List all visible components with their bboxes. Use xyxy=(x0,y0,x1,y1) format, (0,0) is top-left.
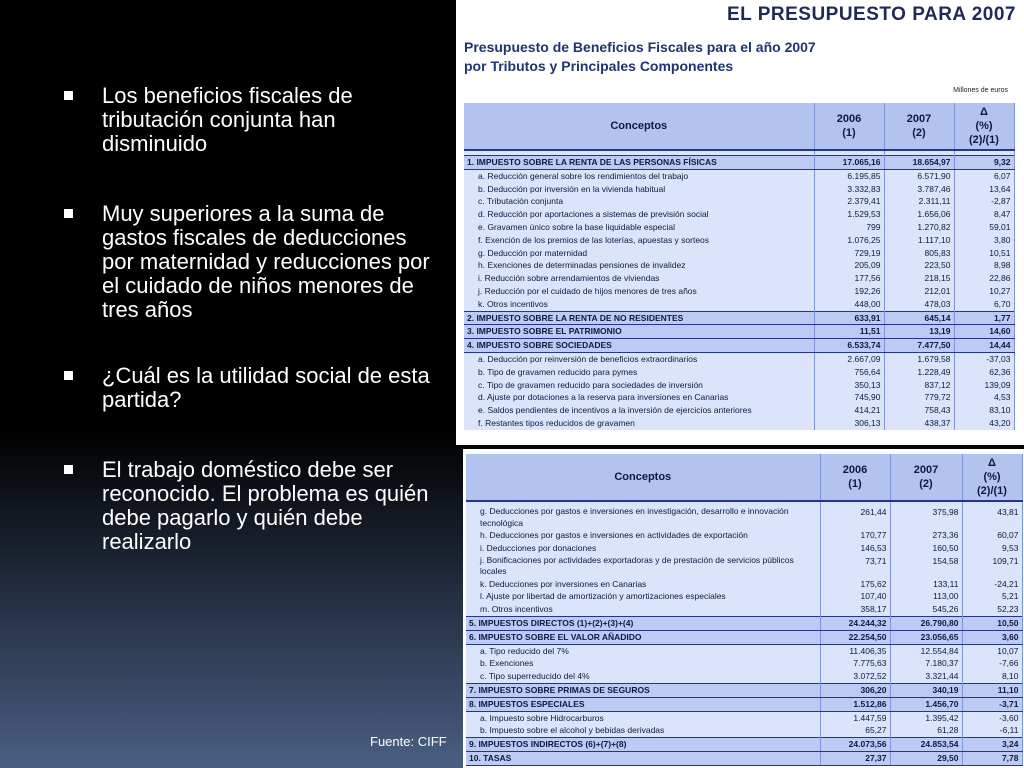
concept-cell: j. Reducción por el cuidado de hijos menores de tres años xyxy=(464,285,814,298)
delta-header-line: (2)/(1) xyxy=(969,134,999,146)
table-row xyxy=(466,711,1022,724)
delta-header-line: (%) xyxy=(983,471,1001,483)
concept-cell: e. Gravamen único sobre la base liquidable especial xyxy=(464,221,814,234)
year-2007-header-line: (2) xyxy=(912,127,926,139)
value-2007-cell: 1.270,82 xyxy=(884,221,954,234)
table-header-row xyxy=(466,454,1022,501)
table-row xyxy=(464,417,1014,430)
value-2007-cell: 26.790,80 xyxy=(890,616,962,630)
concept-cell: 8. IMPUESTOS ESPECIALES xyxy=(466,697,820,711)
bullet-square-icon xyxy=(64,91,73,100)
budget-document-page-1 xyxy=(456,0,1024,445)
concept-cell: 6. IMPUESTO SOBRE EL VALOR AÑADIDO xyxy=(466,630,820,644)
concept-header xyxy=(466,454,820,501)
value-2007-cell: 24.853,54 xyxy=(890,738,962,752)
concept-cell: 1. IMPUESTO SOBRE LA RENTA DE LAS PERSONAS FÍSICAS xyxy=(464,156,814,170)
value-2006-cell: 261,44 xyxy=(820,506,890,529)
delta-cell: 5,21 xyxy=(962,590,1022,603)
subtitle-line-2: por Tributos y Principales Componentes xyxy=(464,58,734,74)
concept-header-line: Conceptos xyxy=(614,471,672,483)
delta-cell: 14,44 xyxy=(954,339,1014,353)
year-2007-header xyxy=(884,103,954,150)
concept-cell: k. Deducciones por inversiones en Canarias xyxy=(466,578,820,591)
value-2007-cell: 29,50 xyxy=(890,751,962,765)
value-2006-cell: 73,71 xyxy=(820,555,890,578)
bullet-square-icon xyxy=(64,371,73,380)
value-2006-cell: 6.195,85 xyxy=(814,169,884,182)
table-row xyxy=(466,670,1022,683)
delta-cell: 3,80 xyxy=(954,234,1014,247)
value-2007-cell: 779,72 xyxy=(884,391,954,404)
value-2007-cell: 13,19 xyxy=(884,325,954,339)
units-label: Millones de euros xyxy=(953,87,1008,94)
delta-header-line: Δ xyxy=(980,106,988,118)
value-2006-cell: 175,62 xyxy=(820,578,890,591)
year-2007-header-line: 2007 xyxy=(906,113,932,125)
value-2006-cell: 1.512,86 xyxy=(820,697,890,711)
value-2006-cell: 3.332,83 xyxy=(814,183,884,196)
concept-cell: c. Tipo de gravamen reducido para sociedades de inversión xyxy=(464,379,814,392)
value-2006-cell: 205,09 xyxy=(814,259,884,272)
year-2006-header xyxy=(820,454,890,501)
value-2007-cell: 1.228,49 xyxy=(884,366,954,379)
value-2006-cell: 170,77 xyxy=(820,529,890,542)
concept-cell: b. Tipo de gravamen reducido para pymes xyxy=(464,366,814,379)
delta-cell: 8,10 xyxy=(962,670,1022,683)
delta-cell: 8,47 xyxy=(954,208,1014,221)
table-row xyxy=(464,366,1014,379)
value-2007-cell: 12.554,84 xyxy=(890,644,962,657)
table-row xyxy=(464,234,1014,247)
delta-cell: 59,01 xyxy=(954,221,1014,234)
delta-cell: 8,98 xyxy=(954,259,1014,272)
year-2006-header-line: 2006 xyxy=(836,113,862,125)
year-2006-header-line: 2006 xyxy=(842,464,868,476)
delta-cell: 43,81 xyxy=(962,506,1022,529)
concept-header-line: Conceptos xyxy=(610,120,668,132)
delta-cell: -7,66 xyxy=(962,657,1022,670)
year-2006-header xyxy=(814,103,884,150)
value-2007-cell: 1.679,58 xyxy=(884,352,954,365)
concept-cell: c. Tributación conjunta xyxy=(464,195,814,208)
delta-cell: 1,77 xyxy=(954,311,1014,325)
value-2007-cell: 545,26 xyxy=(890,603,962,616)
table-row xyxy=(464,379,1014,392)
document-subtitle xyxy=(464,38,884,76)
value-2006-cell: 11.406,35 xyxy=(820,644,890,657)
value-2007-cell: 2.311,11 xyxy=(884,195,954,208)
table-total-row xyxy=(466,683,1022,697)
value-2007-cell: 1.456,70 xyxy=(890,697,962,711)
value-2006-cell: 11,51 xyxy=(814,325,884,339)
value-2006-cell: 306,20 xyxy=(820,683,890,697)
value-2007-cell: 1.117,10 xyxy=(884,234,954,247)
concept-cell: c. Tipo superreducido del 4% xyxy=(466,670,820,683)
table-row xyxy=(464,221,1014,234)
value-2007-cell: 133,11 xyxy=(890,578,962,591)
table-row xyxy=(464,195,1014,208)
value-2006-cell: 24.073,56 xyxy=(820,738,890,752)
table-header-row xyxy=(464,103,1014,150)
delta-cell: 62,36 xyxy=(954,366,1014,379)
table-total-row xyxy=(466,751,1022,765)
value-2006-cell: 799 xyxy=(814,221,884,234)
value-2006-cell: 414,21 xyxy=(814,404,884,417)
value-2006-cell: 7.775,63 xyxy=(820,657,890,670)
delta-cell: 43,20 xyxy=(954,417,1014,430)
value-2007-cell: 1.395,42 xyxy=(890,711,962,724)
value-2007-cell: 61,28 xyxy=(890,724,962,737)
value-2006-cell: 633,91 xyxy=(814,311,884,325)
delta-cell: 3,60 xyxy=(962,630,1022,644)
value-2006-cell: 17.065,16 xyxy=(814,156,884,170)
bullet-text: Los beneficios fiscales de tributación conjunta han disminuido xyxy=(102,83,353,156)
concept-cell: g. Deducciones por gastos e inversiones en investigación, desarrollo e innovación tecnológica xyxy=(466,506,820,529)
value-2007-cell: 223,50 xyxy=(884,259,954,272)
table-row xyxy=(464,298,1014,311)
delta-cell: 4,53 xyxy=(954,391,1014,404)
concept-cell: f. Restantes tipos reducidos de gravamen xyxy=(464,417,814,430)
table-row xyxy=(464,391,1014,404)
value-2006-cell: 24.244,32 xyxy=(820,616,890,630)
year-2007-header xyxy=(890,454,962,501)
concept-cell: 7. IMPUESTO SOBRE PRIMAS DE SEGUROS xyxy=(466,683,820,697)
delta-header-line: Δ xyxy=(988,457,996,469)
table-total-row xyxy=(464,339,1014,353)
delta-cell: 3,24 xyxy=(962,738,1022,752)
table-total-row xyxy=(466,738,1022,752)
delta-cell: -24,21 xyxy=(962,578,1022,591)
bullet-list xyxy=(64,84,444,554)
concept-cell: i. Deducciones por donaciones xyxy=(466,542,820,555)
budget-document-page-2 xyxy=(463,449,1024,768)
delta-cell: 10,27 xyxy=(954,285,1014,298)
delta-cell: 6,70 xyxy=(954,298,1014,311)
delta-cell: -3,60 xyxy=(962,711,1022,724)
value-2006-cell: 22.254,50 xyxy=(820,630,890,644)
bullet-item xyxy=(64,364,444,412)
table-row xyxy=(466,590,1022,603)
value-2007-cell: 438,37 xyxy=(884,417,954,430)
value-2007-cell: 7.180,37 xyxy=(890,657,962,670)
delta-header-line: (2)/(1) xyxy=(977,485,1007,497)
value-2006-cell: 745,90 xyxy=(814,391,884,404)
bullet-item xyxy=(64,202,444,322)
value-2006-cell: 65,27 xyxy=(820,724,890,737)
concept-cell: a. Deducción por reinversión de beneficios extraordinarios xyxy=(464,352,814,365)
delta-cell: 14,60 xyxy=(954,325,1014,339)
delta-cell: 10,50 xyxy=(962,616,1022,630)
bullet-square-icon xyxy=(64,209,73,218)
value-2007-cell: 23.056,65 xyxy=(890,630,962,644)
value-2007-cell: 154,58 xyxy=(890,555,962,578)
concept-cell: d. Reducción por aportaciones a sistemas de previsión social xyxy=(464,208,814,221)
tax-benefits-table-part-2 xyxy=(466,454,1023,766)
table-row xyxy=(466,724,1022,737)
table-row xyxy=(464,259,1014,272)
year-2007-header-line: 2007 xyxy=(913,464,939,476)
delta-cell: 10,07 xyxy=(962,644,1022,657)
delta-cell: 9,53 xyxy=(962,542,1022,555)
value-2007-cell: 837,12 xyxy=(884,379,954,392)
table-row xyxy=(466,555,1022,578)
value-2007-cell: 160,50 xyxy=(890,542,962,555)
table-row xyxy=(464,183,1014,196)
bullet-text: Muy superiores a la suma de gastos fiscales de deducciones por maternidad y reducciones por el cuidado de niños menores de tres años xyxy=(102,201,430,322)
value-2007-cell: 3.787,46 xyxy=(884,183,954,196)
delta-cell: 6,07 xyxy=(954,169,1014,182)
delta-cell: 139,09 xyxy=(954,379,1014,392)
concept-cell: a. Impuesto sobre Hidrocarburos xyxy=(466,711,820,724)
concept-cell: f. Exención de los premios de las loterías, apuestas y sorteos xyxy=(464,234,814,247)
value-2006-cell: 1.529,53 xyxy=(814,208,884,221)
bullet-item xyxy=(64,458,444,554)
value-2006-cell: 146,53 xyxy=(820,542,890,555)
concept-cell: b. Exenciones xyxy=(466,657,820,670)
concept-cell: 2. IMPUESTO SOBRE LA RENTA DE NO RESIDENTES xyxy=(464,311,814,325)
delta-cell: 83,10 xyxy=(954,404,1014,417)
value-2007-cell: 273,36 xyxy=(890,529,962,542)
concept-cell: d. Ajuste por dotaciones a la reserva para inversiones en Canarias xyxy=(464,391,814,404)
table-row xyxy=(466,578,1022,591)
table-row xyxy=(464,404,1014,417)
table-row xyxy=(464,208,1014,221)
delta-header xyxy=(962,454,1022,501)
concept-cell: e. Saldos pendientes de incentivos a la inversión de ejercicios anteriores xyxy=(464,404,814,417)
delta-cell: 10,51 xyxy=(954,247,1014,260)
tax-benefits-table-part-1 xyxy=(464,103,1015,430)
concept-cell: m. Otros incentivos xyxy=(466,603,820,616)
table-total-row xyxy=(464,325,1014,339)
value-2006-cell: 306,13 xyxy=(814,417,884,430)
table-total-row xyxy=(466,630,1022,644)
value-2006-cell: 350,13 xyxy=(814,379,884,392)
value-2006-cell: 729,19 xyxy=(814,247,884,260)
concept-cell: l. Ajuste por libertad de amortización y amortizaciones especiales xyxy=(466,590,820,603)
value-2007-cell: 7.477,50 xyxy=(884,339,954,353)
table-row xyxy=(466,529,1022,542)
delta-cell: 13,64 xyxy=(954,183,1014,196)
concept-cell: h. Deducciones por gastos e inversiones en actividades de exportación xyxy=(466,529,820,542)
delta-cell: 22,86 xyxy=(954,272,1014,285)
concept-cell: i. Reducción sobre arrendamientos de viviendas xyxy=(464,272,814,285)
delta-cell: 52,23 xyxy=(962,603,1022,616)
concept-cell: 3. IMPUESTO SOBRE EL PATRIMONIO xyxy=(464,325,814,339)
value-2007-cell: 18.654,97 xyxy=(884,156,954,170)
bullet-text: ¿Cuál es la utilidad social de esta partida? xyxy=(102,363,430,412)
concept-cell: a. Tipo reducido del 7% xyxy=(466,644,820,657)
value-2007-cell: 212,01 xyxy=(884,285,954,298)
year-2006-header-line: (1) xyxy=(848,478,862,490)
concept-cell: b. Impuesto sobre el alcohol y bebidas derivadas xyxy=(466,724,820,737)
value-2007-cell: 340,19 xyxy=(890,683,962,697)
value-2006-cell: 1.447,59 xyxy=(820,711,890,724)
bullet-square-icon xyxy=(64,465,73,474)
delta-cell: -37,03 xyxy=(954,352,1014,365)
year-2006-header-line: (1) xyxy=(842,127,856,139)
value-2006-cell: 358,17 xyxy=(820,603,890,616)
table-total-row xyxy=(464,311,1014,325)
concept-cell: j. Bonificaciones por actividades exportadoras y de prestación de servicios públicos locales xyxy=(466,555,820,578)
table-row xyxy=(464,272,1014,285)
document-title: EL PRESUPUESTO PARA 2007 xyxy=(726,4,1016,25)
concept-cell: 5. IMPUESTOS DIRECTOS (1)+(2)+(3)+(4) xyxy=(466,616,820,630)
value-2006-cell: 1.076,25 xyxy=(814,234,884,247)
value-2007-cell: 375,98 xyxy=(890,506,962,529)
concept-cell: b. Deducción por inversión en la vivienda habitual xyxy=(464,183,814,196)
value-2006-cell: 756,64 xyxy=(814,366,884,379)
table-row xyxy=(464,247,1014,260)
table-row xyxy=(464,169,1014,182)
delta-cell: -6,11 xyxy=(962,724,1022,737)
value-2007-cell: 758,43 xyxy=(884,404,954,417)
value-2006-cell: 177,56 xyxy=(814,272,884,285)
table-row xyxy=(466,506,1022,529)
value-2006-cell: 107,40 xyxy=(820,590,890,603)
value-2006-cell: 2.667,09 xyxy=(814,352,884,365)
concept-cell: 9. IMPUESTOS INDIRECTOS (6)+(7)+(8) xyxy=(466,738,820,752)
value-2007-cell: 218,15 xyxy=(884,272,954,285)
delta-cell: 7,78 xyxy=(962,751,1022,765)
table-total-row xyxy=(464,156,1014,170)
value-2006-cell: 3.072,52 xyxy=(820,670,890,683)
value-2006-cell: 27,37 xyxy=(820,751,890,765)
value-2007-cell: 3.321,44 xyxy=(890,670,962,683)
delta-header xyxy=(954,103,1014,150)
delta-cell: 11,10 xyxy=(962,683,1022,697)
year-2007-header-line: (2) xyxy=(919,478,933,490)
value-2007-cell: 805,83 xyxy=(884,247,954,260)
delta-cell: 60,07 xyxy=(962,529,1022,542)
value-2006-cell: 448,00 xyxy=(814,298,884,311)
concept-cell: h. Exenciones de determinadas pensiones de invalidez xyxy=(464,259,814,272)
concept-cell: 4. IMPUESTO SOBRE SOCIEDADES xyxy=(464,339,814,353)
concept-header xyxy=(464,103,814,150)
table-row xyxy=(464,352,1014,365)
value-2007-cell: 478,03 xyxy=(884,298,954,311)
delta-cell: -2,87 xyxy=(954,195,1014,208)
table-row xyxy=(466,657,1022,670)
delta-cell: 9,32 xyxy=(954,156,1014,170)
value-2007-cell: 645,14 xyxy=(884,311,954,325)
value-2007-cell: 1.656,06 xyxy=(884,208,954,221)
table-row xyxy=(464,285,1014,298)
delta-header-line: (%) xyxy=(975,120,993,132)
bullet-item xyxy=(64,84,444,156)
table-total-row xyxy=(466,697,1022,711)
value-2007-cell: 6.571,90 xyxy=(884,169,954,182)
concept-cell: g. Deducción por maternidad xyxy=(464,247,814,260)
value-2007-cell: 113,00 xyxy=(890,590,962,603)
source-caption: Fuente: CIFF xyxy=(370,734,447,749)
bullet-text: El trabajo doméstico debe ser reconocido. El problema es quién debe pagarlo y quién debe realizarlo xyxy=(102,457,429,554)
subtitle-line-1: Presupuesto de Beneficios Fiscales para el año 2007 xyxy=(464,39,816,55)
table-row xyxy=(466,644,1022,657)
concept-cell: 10. TASAS xyxy=(466,751,820,765)
table-row xyxy=(466,603,1022,616)
concept-cell: k. Otros incentivos xyxy=(464,298,814,311)
table-row xyxy=(466,542,1022,555)
concept-cell: a. Reducción general sobre los rendimientos del trabajo xyxy=(464,169,814,182)
value-2006-cell: 6.533,74 xyxy=(814,339,884,353)
delta-cell: 109,71 xyxy=(962,555,1022,578)
table-total-row xyxy=(466,616,1022,630)
delta-cell: -3,71 xyxy=(962,697,1022,711)
value-2006-cell: 2.379,41 xyxy=(814,195,884,208)
value-2006-cell: 192,26 xyxy=(814,285,884,298)
